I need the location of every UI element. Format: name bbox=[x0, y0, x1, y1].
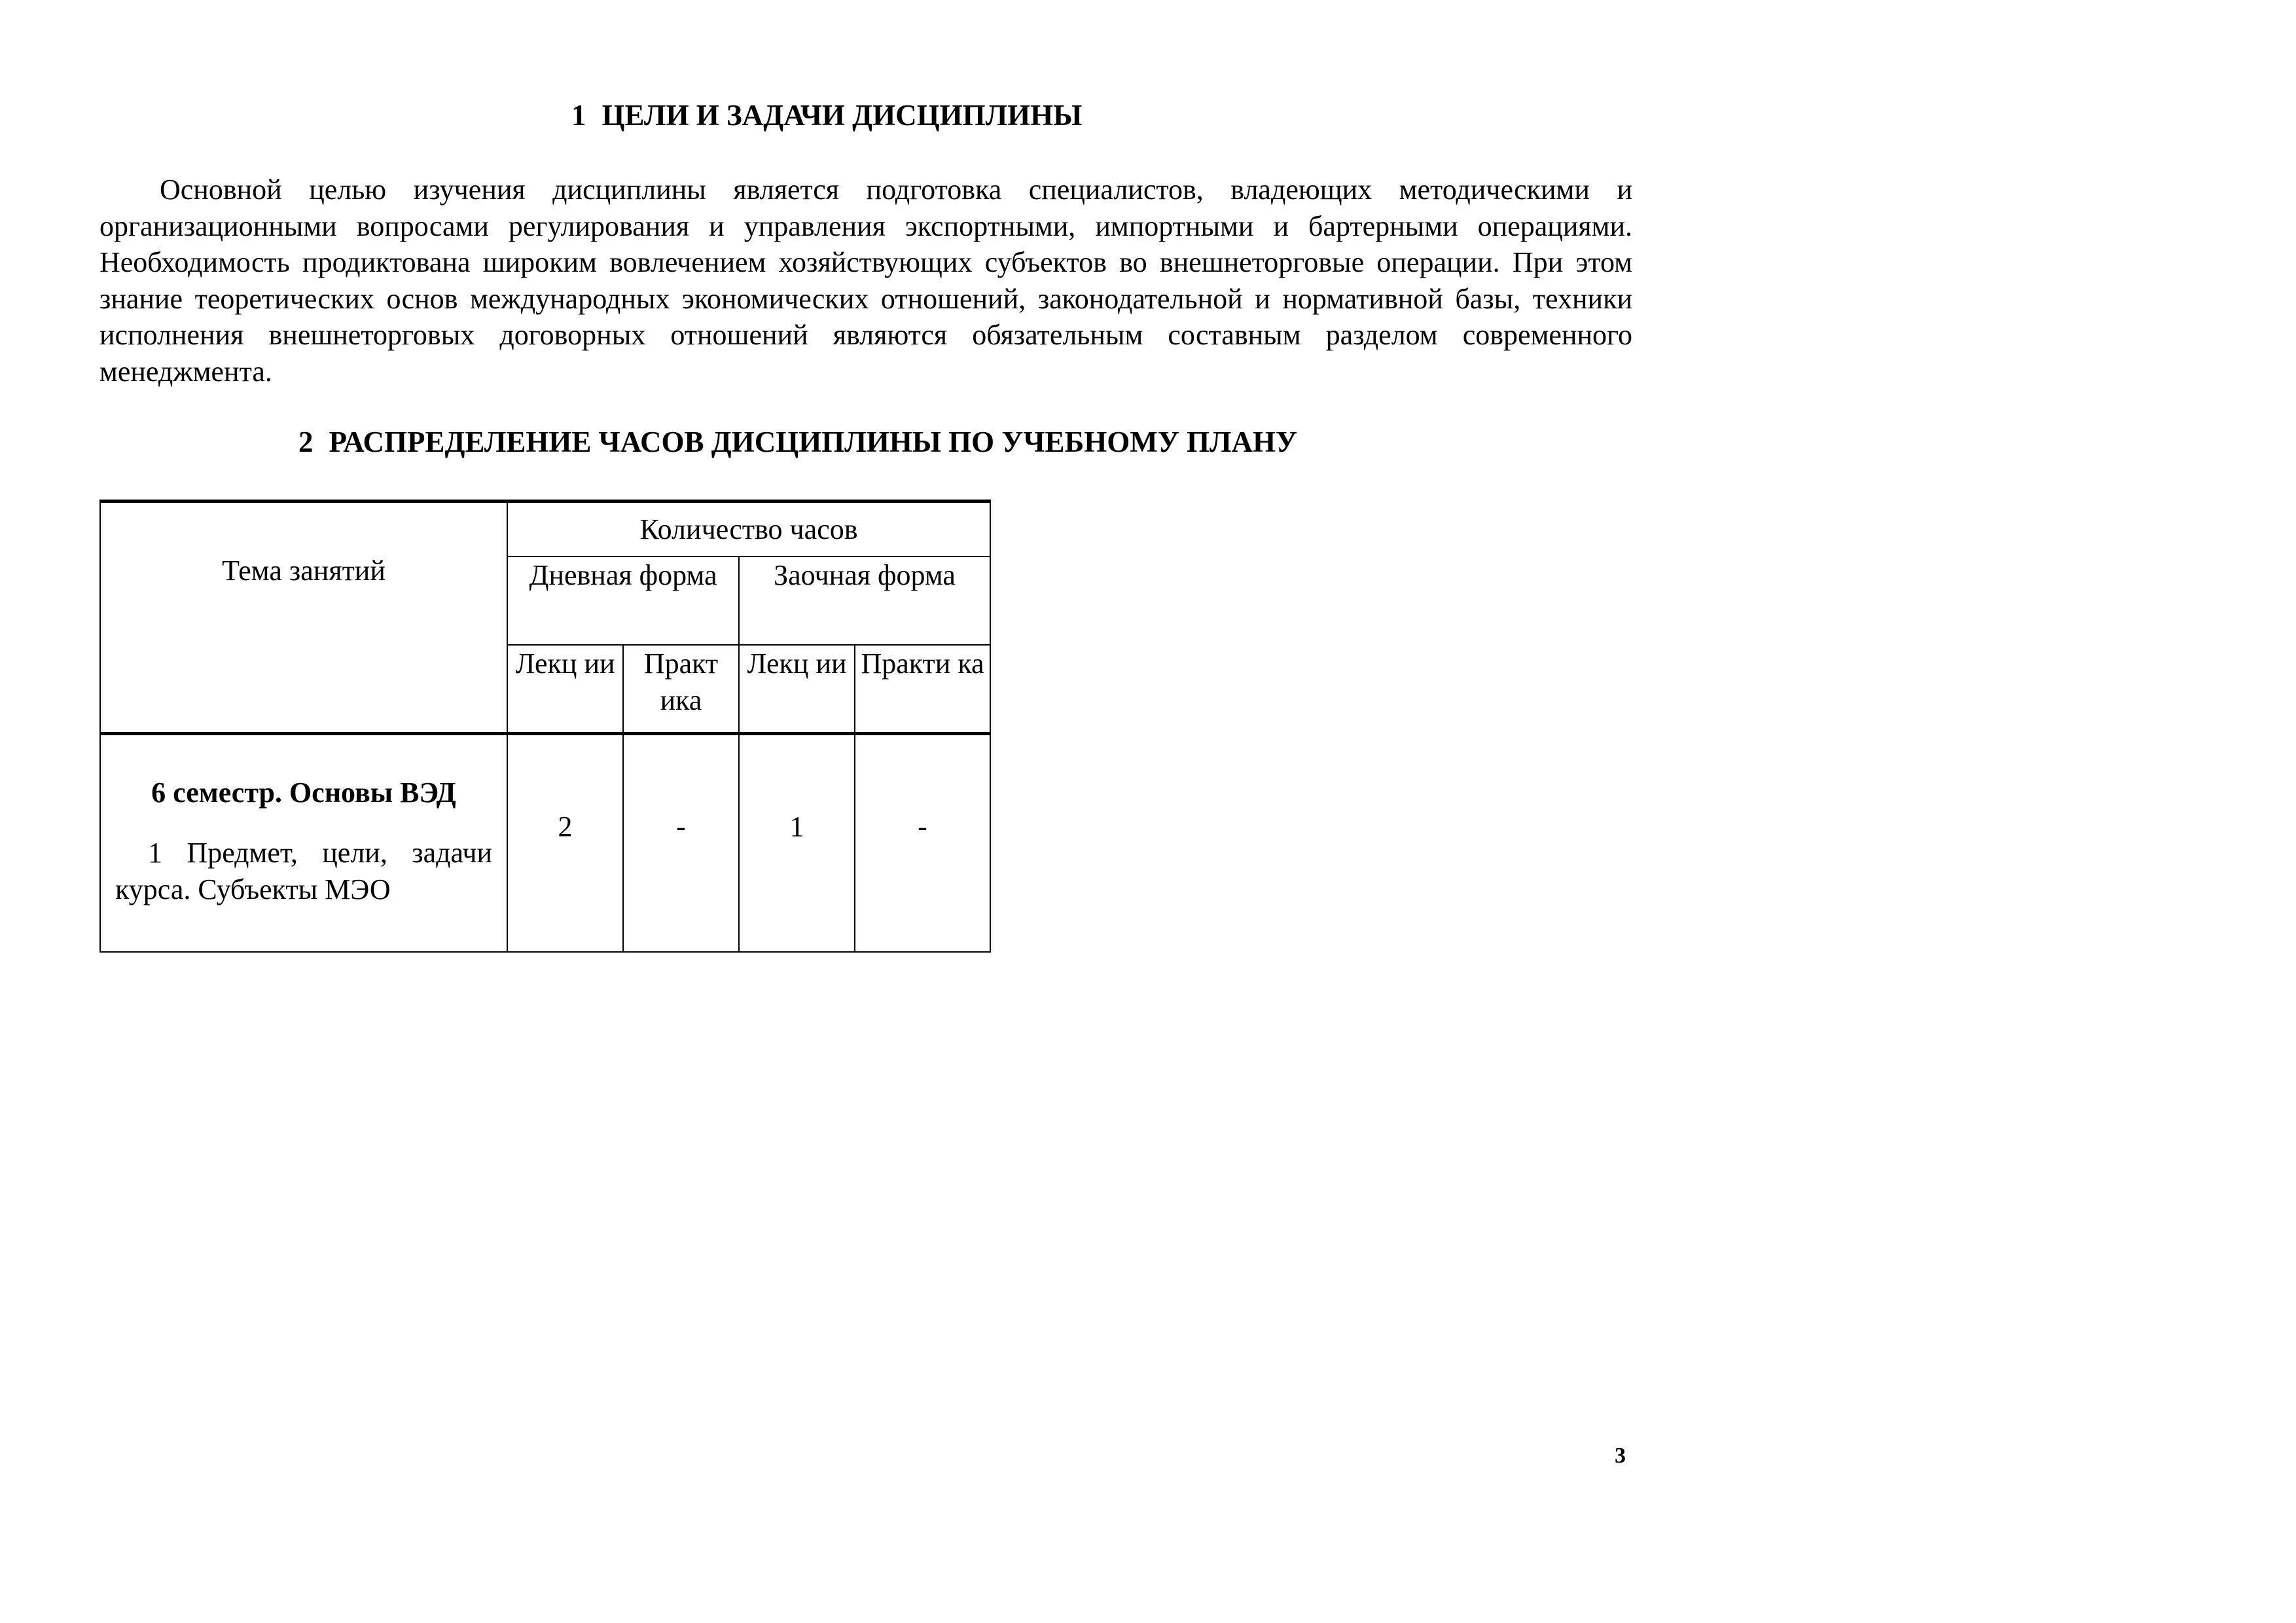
hours-distribution-table bbox=[99, 500, 991, 953]
correspondence-form-header: Заочная форма bbox=[739, 556, 990, 645]
day-lectures-header: Лекц ии bbox=[507, 645, 623, 734]
corr-lectures-cell bbox=[739, 734, 855, 953]
table-row bbox=[100, 734, 990, 953]
topic-cell bbox=[100, 734, 507, 953]
corr-lectures-value: 1 bbox=[789, 811, 804, 843]
semester-title: 6 семестр. Основы ВЭД bbox=[151, 776, 456, 809]
section-2-heading bbox=[298, 424, 1297, 460]
corr-practice-header: Практи ка bbox=[855, 645, 990, 734]
corr-lectures-header: Лекц ии bbox=[739, 645, 855, 734]
section-2-title: РАСПРЕДЕЛЕНИЕ ЧАСОВ ДИСЦИПЛИНЫ ПО УЧЕБНОМУ ПЛАНУ bbox=[329, 426, 1298, 458]
day-practice-value: - bbox=[676, 811, 686, 843]
day-lectures-value: 2 bbox=[558, 811, 573, 843]
section-1-number: 1 bbox=[571, 99, 586, 132]
section-1-title: ЦЕЛИ И ЗАДАЧИ ДИСЦИПЛИНЫ bbox=[601, 99, 1083, 132]
page-number: 3 bbox=[1615, 1444, 1626, 1468]
topic-text: 1 Предмет, цели, задачи курса. Субъекты МЭО bbox=[115, 837, 492, 905]
day-practice-header: Практ ика bbox=[623, 645, 739, 734]
table-header-row bbox=[100, 501, 990, 557]
hours-column-header: Количество часов bbox=[507, 501, 990, 557]
topic-column-header: Тема занятий bbox=[100, 501, 507, 734]
corr-practice-value: - bbox=[918, 811, 927, 843]
section-1-paragraph: Основной целью изучения дисциплины является подготовка специалистов, владеющих методическими и организационными вопросами регулирования и управления экспортными, импортными и бартерными операциями. Необходимость продиктована широким вовлечением хозяйствующих субъектов во внешнеторговые операции. При этом знание теоретических основ международных экономических отношений, законодательной и нормативной базы, техники исполнения внешнеторговых договорных отношений являются обязательным составным разделом современного менеджмента. bbox=[99, 173, 1632, 388]
day-practice-cell bbox=[623, 734, 739, 953]
day-lectures-cell bbox=[507, 734, 623, 953]
section-2-number: 2 bbox=[298, 426, 314, 458]
section-1-heading bbox=[571, 97, 1082, 134]
corr-practice-cell bbox=[855, 734, 990, 953]
day-form-header: Дневная форма bbox=[507, 556, 739, 645]
